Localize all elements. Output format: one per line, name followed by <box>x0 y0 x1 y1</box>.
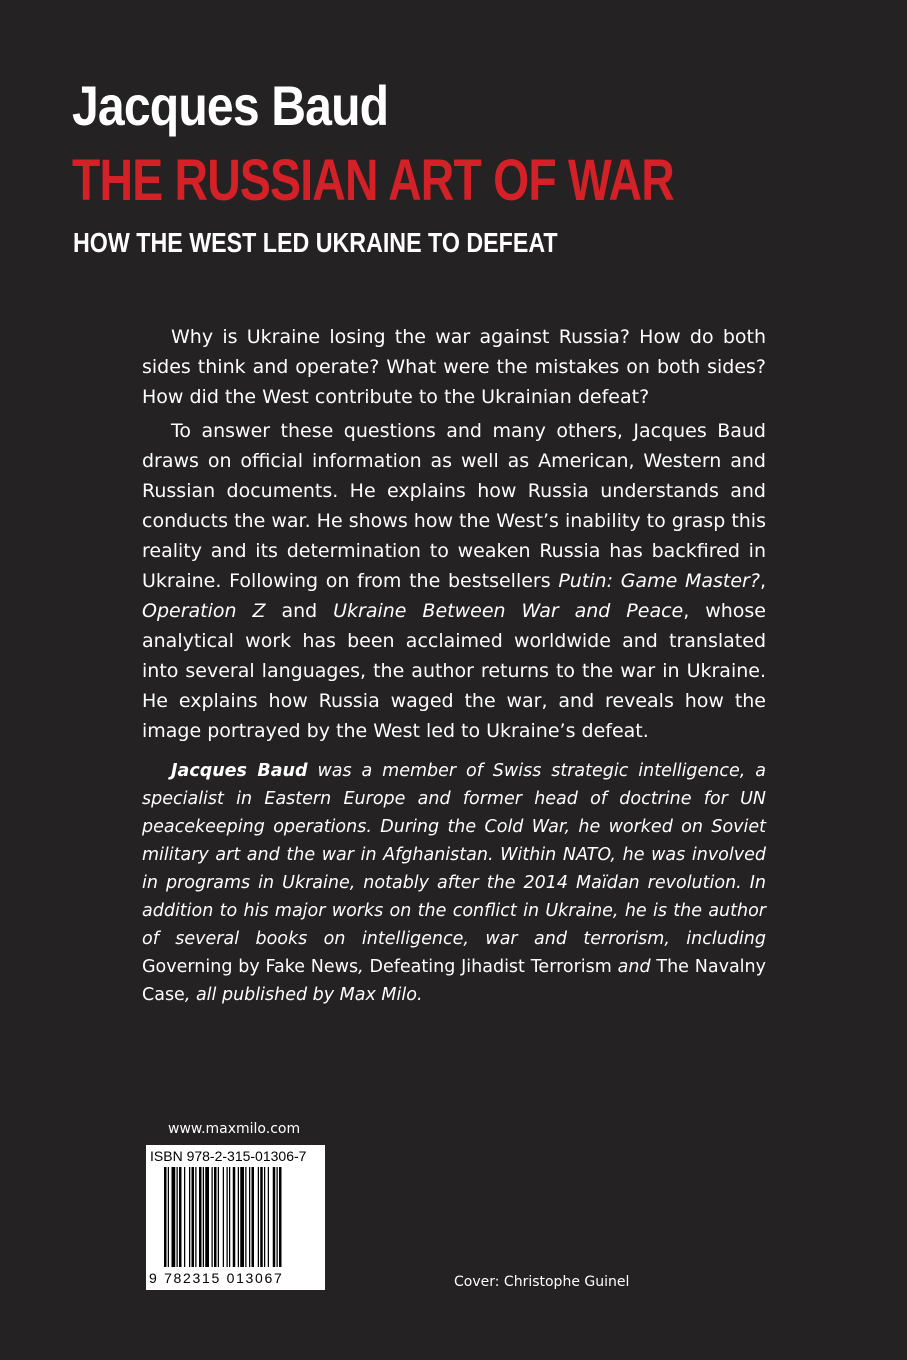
barcode-bar <box>192 1167 195 1267</box>
barcode-bar <box>218 1167 219 1267</box>
barcode-bar <box>184 1167 185 1267</box>
barcode-bar <box>268 1167 269 1267</box>
barcode-bars <box>164 1167 320 1267</box>
book-title-ukraine: Ukraine Between War and Peace <box>333 600 684 622</box>
barcode-bar <box>252 1167 255 1267</box>
book-title-operation-z: Operation Z <box>142 600 266 622</box>
blurb <box>142 322 766 750</box>
bio-author-name: Jacques Baud <box>171 761 308 781</box>
barcode-bar <box>245 1167 246 1267</box>
publisher-url: www.maxmilo.com <box>168 1121 301 1137</box>
bio-text: , <box>358 957 370 977</box>
barcode-bar <box>258 1167 259 1267</box>
barcode-bar <box>177 1167 178 1267</box>
bio-text: was a member of Swiss strategic intelligence, a specialist in Eastern Europe and former head of doctrine for UN peacekeeping operations. During the Cold War, he worked on Soviet military art and the war in Afghanistan. Within NATO, he was involved in programs in Ukraine, notably after the 2014 Maïdan revolution. In addition to his major works on the conflict in Ukraine, he is the author of several books on intelligence, war and terrorism, including <box>142 761 766 949</box>
blurb-paragraph-2 <box>142 416 766 746</box>
barcode-bar <box>199 1167 202 1267</box>
book-title: THE RUSSIAN ART OF WAR <box>72 148 674 213</box>
author-bio <box>142 757 766 1009</box>
bio-text: , all published by Max Milo. <box>184 985 423 1005</box>
isbn-label: ISBN 978-2-315-01306-7 <box>150 1148 307 1164</box>
barcode-bar <box>172 1167 176 1267</box>
author-name: Jacques Baud <box>72 74 389 137</box>
barcode-bar <box>214 1167 217 1267</box>
blurb-text: and <box>265 600 334 622</box>
bio-book-fake-news: Governing by Fake News <box>142 957 359 977</box>
barcode-digits: 9 782315 013067 <box>149 1270 284 1286</box>
barcode-bar <box>279 1167 282 1267</box>
barcode-bar <box>179 1167 182 1267</box>
barcode-bar <box>164 1167 167 1267</box>
barcode-bar <box>238 1167 239 1267</box>
bio-book-jihadist: Defeating Jihadist Terrorism <box>369 957 612 977</box>
barcode-bar <box>249 1167 250 1267</box>
barcode-bar <box>227 1167 228 1267</box>
blurb-text: To answer these questions and many others, Jacques Baud draws on official information as well as American, Western and Russian documents. He explains how Russia understands and conducts the war. He shows how the West’s inability to grasp this reality and its determination to weaken Russia has backfired in Ukraine. Following on from the bestsellers <box>142 420 766 592</box>
bio-text: and <box>611 957 657 977</box>
barcode-bar <box>260 1167 263 1267</box>
barcode-bar <box>264 1167 265 1267</box>
barcode-bar <box>203 1167 204 1267</box>
barcode-bar <box>168 1167 169 1267</box>
barcode-bar <box>229 1167 230 1267</box>
barcode-bar <box>223 1167 224 1267</box>
barcode-bar <box>189 1167 190 1267</box>
barcode-bar <box>212 1167 213 1267</box>
barcode <box>146 1145 325 1290</box>
book-subtitle: HOW THE WEST LED UKRAINE TO DEFEAT <box>73 227 558 258</box>
blurb-paragraph-1: Why is Ukraine losing the war against Russia? How do both sides think and operate? What were the mistakes on both sides? How did the West contribute to the Ukrainian defeat? <box>142 326 766 408</box>
cover-credit: Cover: Christophe Guinel <box>454 1274 630 1290</box>
bio-paragraph <box>142 757 766 1009</box>
barcode-bar <box>195 1167 196 1267</box>
barcode-bar <box>273 1167 276 1267</box>
barcode-bar <box>205 1167 209 1267</box>
book-title-putin: Putin: Game Master? <box>558 570 760 592</box>
blurb-text: , <box>759 570 766 592</box>
barcode-bar <box>277 1167 278 1267</box>
barcode-bar <box>240 1167 244 1267</box>
barcode-bar <box>233 1167 236 1267</box>
bio-book-navalny: The Navalny Case <box>142 957 766 1005</box>
blurb-text: , whose analytical work has been acclaimed worldwide and translated into several languages, the author returns to the war in Ukraine. He explains how Russia waged the war, and reveals how the image portrayed by the West led to Ukraine’s defeat. <box>142 600 766 742</box>
